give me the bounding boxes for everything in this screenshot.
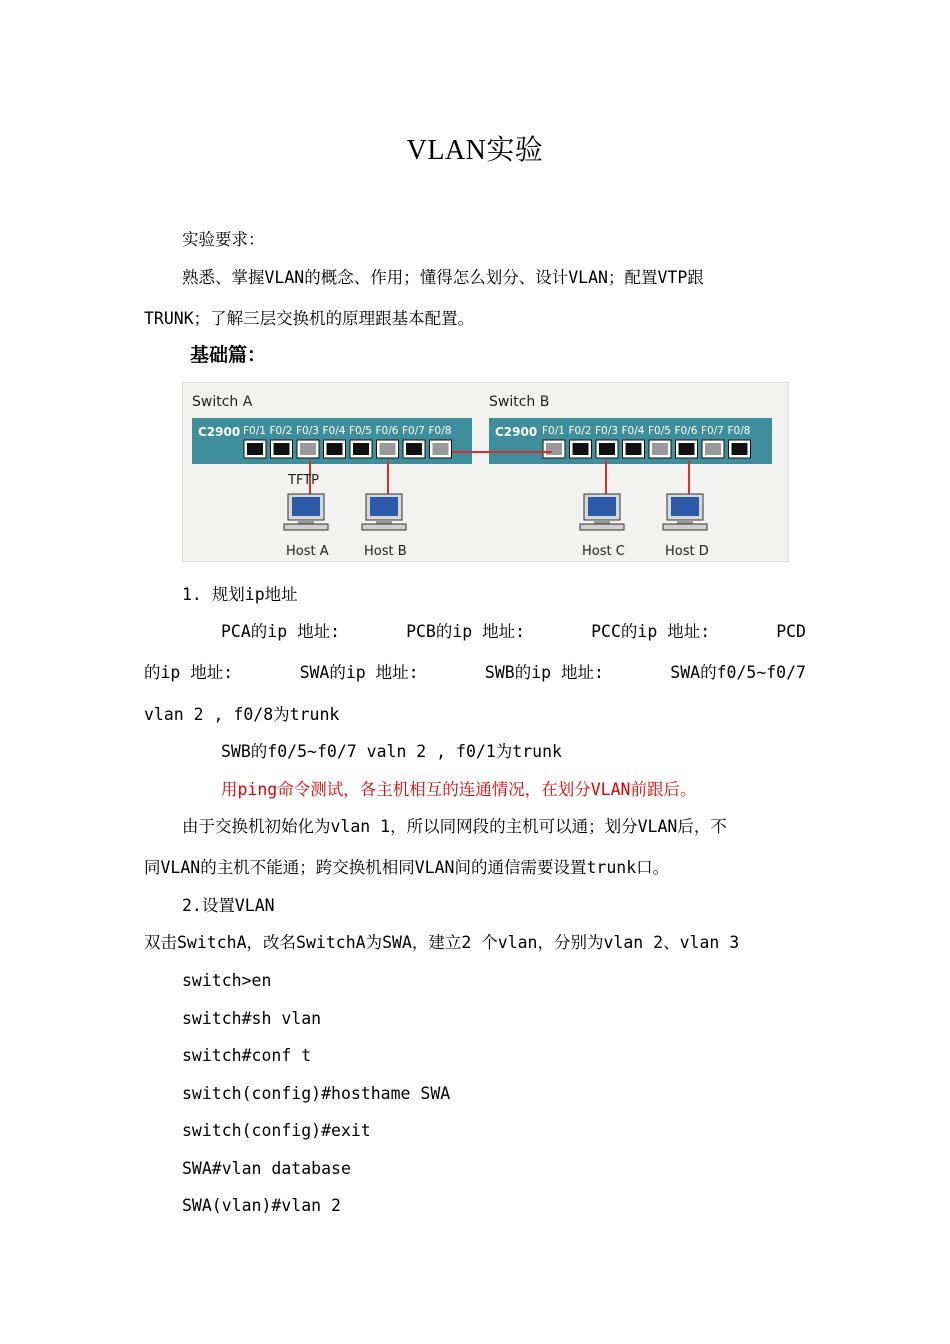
ip-line-3: vlan 2 , f0/8为trunk [144, 705, 340, 724]
swa-port-range: SWA的f0/5~f0/7 [670, 663, 806, 682]
command-line: switch(config)#exit [182, 1121, 371, 1140]
ip-pcd-start: PCD [776, 622, 806, 641]
port-label-b-1: F0/1 [542, 425, 565, 437]
port-socket-a-2 [274, 443, 290, 455]
port-socket-a-4 [327, 443, 343, 455]
monitor-stand [298, 520, 314, 524]
host-computer-icon[interactable] [580, 494, 625, 559]
port-label-a-5: F0/5 [349, 425, 372, 437]
port-label-a-4: F0/4 [322, 425, 346, 437]
ip-line-1 [221, 621, 806, 643]
section-2-description: 双击SwitchA，改名SwitchA为SWA，建立2 个vlan，分别为vlan 2、vlan 3 [144, 933, 740, 952]
port-label-a-3: F0/3 [296, 425, 319, 437]
port-label-b-6: F0/6 [674, 425, 698, 437]
monitor-screen [292, 497, 320, 516]
ping-test-note: 用ping命令测试，各主机相互的连通情况，在划分VLAN前跟后。 [221, 780, 697, 799]
page-title: VLAN实验 [406, 135, 544, 166]
port-label-a-1: F0/1 [243, 425, 266, 437]
ip-pcb: PCB的ip 地址: [406, 622, 526, 641]
ip-pca: PCA的ip 地址: [221, 622, 341, 641]
port-label-a-7: F0/7 [402, 425, 425, 437]
monitor-stand [376, 520, 392, 524]
keyboard [284, 524, 328, 530]
ip-pcc: PCC的ip 地址: [591, 622, 711, 641]
switch-a-model: C2900 [198, 425, 241, 439]
diagram-background [182, 382, 789, 562]
host-label: Host B [364, 544, 407, 559]
monitor-screen [588, 497, 616, 516]
port-socket-b-1 [546, 443, 562, 455]
network-diagram-svg [182, 382, 789, 562]
port-label-a-2: F0/2 [269, 425, 293, 437]
monitor-stand [594, 520, 610, 524]
port-socket-b-6 [679, 443, 695, 455]
keyboard [663, 524, 707, 530]
keyboard [362, 524, 406, 530]
port-socket-b-7 [705, 443, 721, 455]
port-socket-b-5 [652, 443, 668, 455]
command-line: SWA#vlan database [182, 1159, 351, 1178]
requirements-heading: 实验要求： [182, 230, 265, 249]
port-socket-a-6 [380, 443, 396, 455]
host-computer-icon[interactable] [663, 494, 709, 559]
ip-pcd-end: 的ip 地址: [144, 663, 234, 682]
port-socket-b-2 [573, 443, 589, 455]
port-socket-b-8 [732, 443, 748, 455]
command-line: SWA(vlan)#vlan 2 [182, 1196, 341, 1215]
requirements-line-2: TRUNK；了解三层交换机的原理跟基本配置。 [144, 309, 475, 328]
ip-swa: SWA的ip 地址: [299, 663, 419, 682]
port-socket-a-3 [300, 443, 316, 455]
section-1-heading: 1. 规划ip地址 [182, 585, 298, 604]
network-diagram [182, 382, 789, 562]
monitor-screen [370, 497, 398, 516]
explain-line-2: 同VLAN的主机不能通；跨交换机相同VLAN间的通信需要设置trunk口。 [144, 858, 670, 877]
port-label-b-5: F0/5 [648, 425, 671, 437]
ip-line-2 [144, 662, 806, 684]
port-socket-b-4 [626, 443, 642, 455]
tftp-label: TFTP [288, 473, 319, 488]
port-label-a-8: F0/8 [428, 425, 452, 437]
switch-b-model: C2900 [495, 425, 538, 439]
command-line: switch#sh vlan [182, 1009, 322, 1028]
port-label-b-3: F0/3 [595, 425, 618, 437]
port-socket-a-7 [406, 443, 422, 455]
explain-line-1: 由于交换机初始化为vlan 1，所以同网段的主机可以通；划分VLAN后，不 [182, 817, 727, 836]
port-socket-a-5 [353, 443, 369, 455]
ip-line-4: SWB的f0/5~f0/7 valn 2 , f0/1为trunk [221, 742, 562, 761]
ip-swb: SWB的ip 地址: [484, 663, 604, 682]
requirements-line-1: 熟悉、掌握VLAN的概念、作用；懂得怎么划分、设计VLAN；配置VTP跟 [182, 268, 704, 287]
port-socket-a-8 [433, 443, 449, 455]
port-label-a-6: F0/6 [375, 425, 399, 437]
port-label-b-4: F0/4 [621, 425, 645, 437]
switch-b-label: Switch B [489, 394, 550, 410]
port-label-b-2: F0/2 [568, 425, 592, 437]
section-2-heading: 2.设置VLAN [182, 896, 275, 915]
host-computer-icon[interactable] [362, 494, 407, 559]
host-label: Host A [286, 544, 329, 559]
port-socket-b-3 [599, 443, 615, 455]
monitor-stand [677, 520, 693, 524]
basic-heading: 基础篇： [190, 344, 267, 366]
port-socket-a-1 [247, 443, 263, 455]
host-computer-icon[interactable] [284, 494, 329, 559]
command-line: switch(config)#hosthame SWA [182, 1084, 451, 1103]
command-line: switch>en [182, 971, 272, 990]
command-line: switch#conf t [182, 1046, 312, 1065]
keyboard [580, 524, 624, 530]
host-label: Host C [582, 544, 625, 559]
monitor-screen [671, 497, 699, 516]
port-label-b-8: F0/8 [727, 425, 751, 437]
host-label: Host D [665, 544, 709, 559]
port-label-b-7: F0/7 [701, 425, 724, 437]
switch-a-label: Switch A [192, 394, 253, 410]
